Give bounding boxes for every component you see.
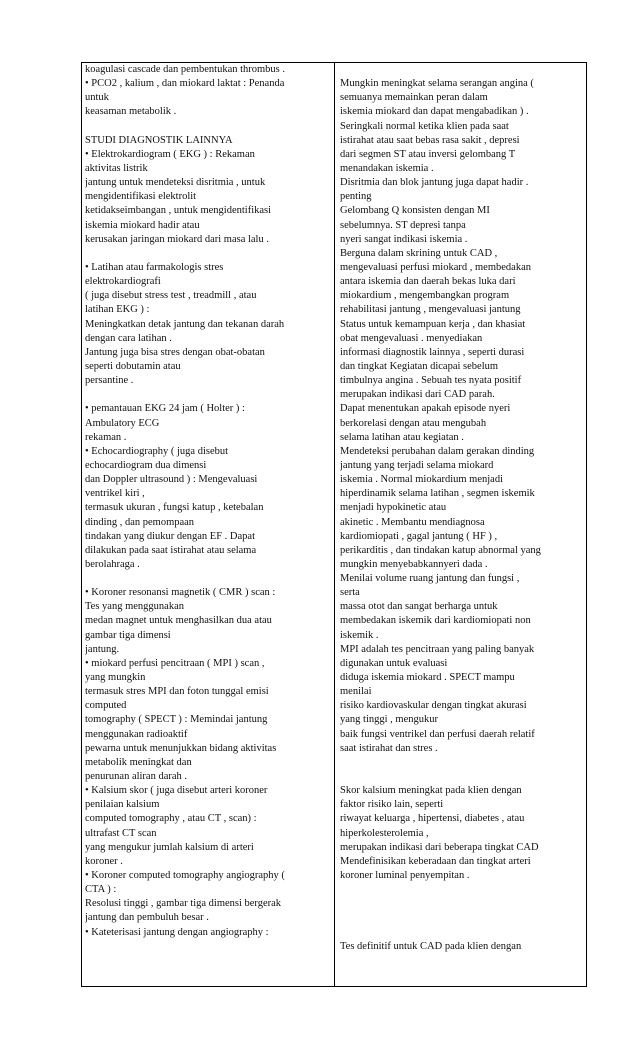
left-text-line: dan Doppler ultrasound ) : Mengevaluasi <box>85 474 258 486</box>
left-text-line: termasuk ukuran , fungsi katup , ketebalan <box>85 502 264 514</box>
left-text-line: ventrikel kiri , <box>85 488 145 500</box>
right-text-line: mungkin menyebabkannyeri dada . <box>340 558 488 570</box>
left-text-line: metabolik meningkat dan <box>85 756 192 768</box>
right-text-line: massa otot dan sangat berharga untuk <box>340 601 498 613</box>
left-text-line: aktivitas listrik <box>85 162 148 174</box>
right-text-line: nyeri sangat indikasi iskemia . <box>340 233 468 245</box>
right-text-line: obat mengevaluasi . menyediakan <box>340 332 483 344</box>
left-text-line: computed tomography , atau CT , scan) : <box>85 813 257 825</box>
left-text-line: • Kateterisasi jantung dengan angiography : <box>85 926 269 938</box>
left-text-line: medan magnet untuk menghasilkan dua atau <box>85 615 272 627</box>
left-text-line: tomography ( SPECT ) : Memindai jantung <box>85 714 268 726</box>
left-text-line: koroner . <box>85 855 123 867</box>
left-text-line: computed <box>85 700 127 712</box>
left-text-line: • Koroner resonansi magnetik ( CMR ) scan : <box>85 587 276 599</box>
left-text-line: latihan EKG ) : <box>85 304 150 316</box>
left-text-line: • Koroner computed tomography angiography ( <box>85 870 285 882</box>
left-text-line: Jantung juga bisa stres dengan obat-obatan <box>85 346 265 358</box>
right-text-line: mengevaluasi perfusi miokard , membedakan <box>340 261 531 273</box>
left-text-line: ( juga disebut stress test , treadmill , atau <box>85 290 257 302</box>
right-text-line <box>340 770 583 784</box>
left-text-line: jantung dan pembuluh besar . <box>85 912 209 924</box>
right-text-line: Mendefinisikan keberadaan dan tingkat arteri <box>340 855 531 867</box>
right-text-line: miokardium , mengembangkan program <box>340 290 510 302</box>
left-text-line: Ambulatory ECG <box>85 417 160 429</box>
right-text-line: selama latihan atau kegiatan . <box>340 431 464 443</box>
left-text-line: dilakukan pada saat istirahat atau selama <box>85 544 257 556</box>
left-text-line: • Kalsium skor ( juga disebut arteri koroner <box>85 785 268 797</box>
left-text-line <box>85 572 331 586</box>
right-text-line: iskemik . <box>340 629 379 641</box>
right-text-line: Berguna dalam skrining untuk CAD , <box>340 247 498 259</box>
left-text-line: • miokard perfusi pencitraan ( MPI ) scan , <box>85 657 265 669</box>
left-text-line: ketidakseimbangan , untuk mengidentifikasi <box>85 205 272 217</box>
left-text-line: dinding , dan pemompaan <box>85 516 195 528</box>
right-text-line: perikarditis , dan tindakan katup abnormal yang <box>340 544 541 556</box>
right-text-line: rehabilitasi jantung , mengevaluasi jantung <box>340 304 521 316</box>
left-text-line: Meningkatkan detak jantung dan tekanan darah <box>85 318 285 330</box>
right-text-line <box>340 756 583 770</box>
left-text-line: STUDI DIAGNOSTIK LAINNYA <box>85 134 233 146</box>
right-text-line: MPI adalah tes pencitraan yang paling banyak <box>340 643 535 655</box>
left-text-line: jantung untuk mendeteksi disritmia , untuk <box>85 177 266 189</box>
right-text-line: penting <box>340 191 372 203</box>
right-text-line <box>340 897 583 911</box>
right-text-line: Menilai volume ruang jantung dan fungsi , <box>340 573 520 585</box>
right-text-line: merupakan indikasi dari beberapa tingkat CAD <box>340 841 539 853</box>
right-text-line: iskemia miokard dan dapat mengabadikan ) . <box>340 106 529 118</box>
right-text-line: baik fungsi ventrikel dan perfusi daerah relatif <box>340 728 535 740</box>
left-text-line: menggunakan radioaktif <box>85 728 188 740</box>
left-text-line: ultrafast CT scan <box>85 827 157 839</box>
left-text-line: termasuk stres MPI dan foton tunggal emisi <box>85 686 269 698</box>
diagnostic-table <box>81 62 587 987</box>
right-text-line: akinetic . Membantu mendiagnosa <box>340 516 485 528</box>
left-text-line: pewarna untuk menunjukkan bidang aktivitas <box>85 742 277 754</box>
left-text-line: • Elektrokardiogram ( EKG ) : Rekaman <box>85 148 255 160</box>
right-text-line: Disritmia dan blok jantung juga dapat hadir . <box>340 177 529 189</box>
right-text-line: risiko kardiovaskular dengan tingkat akurasi <box>340 700 527 712</box>
right-text-line: jantung yang terjadi selama miokard <box>340 459 494 471</box>
right-text-line: saat istirahat dan stres . <box>340 742 438 754</box>
left-text-line: • PCO2 , kalium , dan miokard laktat : Penanda <box>85 78 285 90</box>
left-text-line: mengidentifikasi elektrolit <box>85 191 197 203</box>
left-text-line: gambar tiga dimensi <box>85 629 171 641</box>
right-text-line: sebelumnya. ST depresi tanpa <box>340 219 466 231</box>
right-text-line: timbulnya angina . Sebuah tes nyata positif <box>340 375 522 387</box>
right-text-line: Status untuk kemampuan kerja , dan khasiat <box>340 318 526 330</box>
right-text-line: merupakan indikasi dari CAD parah. <box>340 389 495 401</box>
right-text-line: berkorelasi dengan atau mengubah <box>340 417 487 429</box>
left-text-line: iskemia miokard hadir atau <box>85 219 200 231</box>
right-text-line: membedakan iskemik dari kardiomiopati non <box>340 615 531 627</box>
left-text-line: untuk <box>85 92 109 104</box>
left-text-line: keasaman metabolik . <box>85 106 177 118</box>
right-text-line: hiperkolesterolemia , <box>340 827 429 839</box>
right-text-line: kardiomiopati , gagal jantung ( HF ) , <box>340 530 498 542</box>
right-text-line: Skor kalsium meningkat pada klien dengan <box>340 785 522 797</box>
left-text-line: • Latihan atau farmakologis stres <box>85 261 224 273</box>
left-text-line <box>85 388 331 402</box>
right-text-line: Seringkali normal ketika klien pada saat <box>340 120 509 132</box>
left-text-line: seperti dobutamin atau <box>85 360 181 372</box>
left-column <box>82 63 335 986</box>
right-text-line: iskemia . Normal miokardium menjadi <box>340 474 504 486</box>
left-text-line: elektrokardiografi <box>85 276 161 288</box>
right-text-line: dan tingkat Kegiatan dicapai sebelum <box>340 360 499 372</box>
left-text-line: CTA ) : <box>85 884 117 896</box>
left-text-line: Tes yang menggunakan <box>85 601 184 613</box>
left-text-line: echocardiogram dua dimensi <box>85 459 207 471</box>
right-column <box>335 63 586 986</box>
left-text-line: dengan cara latihan . <box>85 332 172 344</box>
right-text-line: menandakan iskemia . <box>340 162 434 174</box>
right-text-line: dari segmen ST atau inversi gelombang T <box>340 148 516 160</box>
left-text-line <box>85 247 331 261</box>
left-text-line: kerusakan jaringan miokard dari masa lalu . <box>85 233 269 245</box>
right-text-line: faktor risiko lain, seperti <box>340 799 444 811</box>
left-text-line: tindakan yang diukur dengan EF . Dapat <box>85 530 255 542</box>
left-text-line: • pemantauan EKG 24 jam ( Holter ) : <box>85 403 245 415</box>
right-text-line: istirahat atau saat bebas rasa sakit , depresi <box>340 134 520 146</box>
right-text-line: antara iskemia dan daerah bekas luka dari <box>340 276 516 288</box>
left-text-line: koagulasi cascade dan pembentukan thrombus . <box>85 64 286 75</box>
left-text-line: jantung. <box>85 643 120 655</box>
right-text-line: semuanya memainkan peran dalam <box>340 92 488 104</box>
right-text-line: serta <box>340 587 360 599</box>
right-text-line: diduga iskemia miokard . SPECT mampu <box>340 672 515 684</box>
left-text-line: Resolusi tinggi , gambar tiga dimensi bergerak <box>85 898 282 910</box>
right-text-line: menjadi hypokinetic atau <box>340 502 447 514</box>
left-text-line: • Echocardiography ( juga disebut <box>85 445 229 457</box>
right-text-line: digunakan untuk evaluasi <box>340 657 448 669</box>
left-text-line: yang mungkin <box>85 672 146 684</box>
right-text-line: Mendeteksi perubahan dalam gerakan dinding <box>340 445 535 457</box>
right-text-line: hiperdinamik selama latihan , segmen iskemik <box>340 488 535 500</box>
left-text-line: berolahraga . <box>85 558 140 570</box>
right-text-line: Tes definitif untuk CAD pada klien dengan <box>340 940 522 952</box>
left-text-line: penurunan aliran darah . <box>85 771 188 783</box>
left-text-line: rekaman . <box>85 431 127 443</box>
right-text-line: Mungkin meningkat selama serangan angina ( <box>340 78 534 90</box>
left-text-line <box>85 120 331 134</box>
right-text-line: Gelombang Q konsisten dengan MI <box>340 205 490 217</box>
right-text-line: Dapat menentukan apakah episode nyeri <box>340 403 511 415</box>
right-text-line: yang tinggi , mengukur <box>340 714 438 726</box>
right-text-line: riwayat keluarga , hipertensi, diabetes , atau <box>340 813 525 825</box>
right-text-line <box>340 926 583 940</box>
right-text-line: koroner luminal penyempitan . <box>340 870 470 882</box>
right-text-line <box>340 63 583 77</box>
right-text-line: informasi diagnostik lainnya , seperti durasi <box>340 346 525 358</box>
left-text-line: persantine . <box>85 375 134 387</box>
left-text-line: penilaian kalsium <box>85 799 160 811</box>
right-text-line <box>340 883 583 897</box>
left-text-line: yang mengukur jumlah kalsium di arteri <box>85 841 254 853</box>
right-text-line <box>340 911 583 925</box>
right-text-line: menilai <box>340 686 372 698</box>
